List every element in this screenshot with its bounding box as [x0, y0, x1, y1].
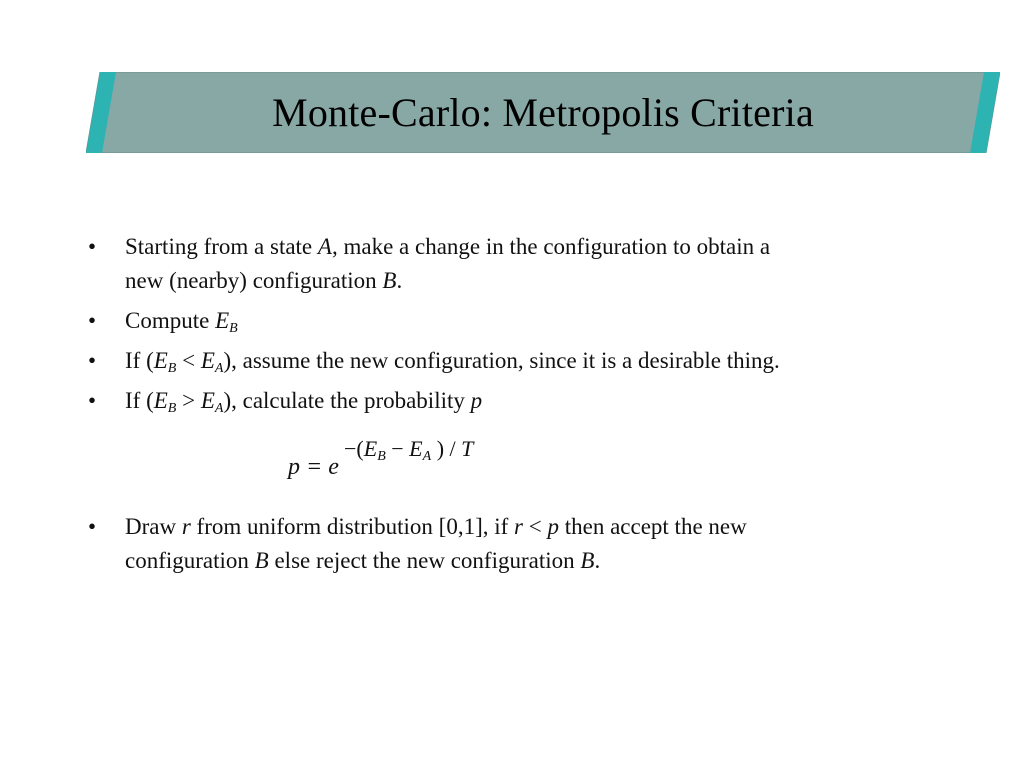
formula-part: ) / — [431, 436, 462, 461]
variable: E — [200, 348, 215, 373]
bullet-mark: • — [88, 388, 97, 413]
bullet-text: Compute — [125, 308, 216, 333]
formula-lhs: p = e — [288, 454, 339, 480]
subscript: A — [214, 361, 224, 376]
subscript: A — [422, 449, 432, 464]
bullet-text: If ( — [125, 348, 154, 373]
operator: < — [176, 348, 201, 373]
bullet-text: ), assume the new configuration, since it is a desirable thing. — [223, 348, 780, 373]
variable: r — [514, 514, 523, 539]
variable: r — [181, 514, 191, 539]
bullet-text: , make a change in the configuration to obtain a — [331, 234, 771, 259]
bullet-mark: • — [88, 308, 97, 333]
bullet-mark: • — [88, 514, 97, 539]
bullet-text: . — [396, 268, 403, 293]
bullet-text: new (nearby) configuration — [125, 268, 383, 293]
variable: E — [215, 308, 230, 333]
variable: B — [580, 548, 595, 573]
variable: E — [363, 436, 378, 461]
bullet-item-1 — [88, 230, 968, 298]
subscript: B — [377, 449, 386, 464]
bullet-text: . — [594, 548, 601, 573]
bullet-item-3 — [88, 344, 968, 378]
bullet-text: Draw — [125, 514, 182, 539]
variable: A — [317, 234, 332, 259]
variable: E — [153, 348, 168, 373]
variable: E — [409, 436, 423, 461]
bullet-text: from uniform distribution [0,1], if — [190, 514, 515, 539]
variable: E — [200, 388, 215, 413]
subscript: B — [229, 321, 238, 336]
variable: p — [470, 388, 483, 413]
bullet-mark: • — [88, 348, 97, 373]
bullet-list — [88, 230, 968, 424]
bullet-text: else reject the new configuration — [268, 548, 581, 573]
variable: B — [382, 268, 397, 293]
bullet-text: ), calculate the probability — [223, 388, 471, 413]
formula-part: −( — [344, 436, 364, 461]
bullet-item-5 — [88, 510, 1005, 578]
operator: > — [176, 388, 201, 413]
bullet-item-2 — [88, 304, 968, 338]
subscript: B — [167, 361, 177, 376]
bullet-text: Starting from a state — [125, 234, 318, 259]
variable: E — [153, 388, 168, 413]
bullet-text: configuration — [125, 548, 255, 573]
operator: < — [523, 514, 548, 539]
bullet-item-4 — [88, 384, 968, 418]
bullet-text: then accept the new — [558, 514, 747, 539]
subscript: A — [214, 401, 224, 416]
variable: B — [254, 548, 269, 573]
variable: p — [547, 514, 559, 539]
operator: − — [385, 436, 410, 461]
title-banner — [86, 72, 1000, 153]
subscript: B — [167, 401, 177, 416]
page-title: Monte-Carlo: Metropolis Criteria — [272, 90, 814, 135]
variable: T — [461, 436, 474, 461]
bullet-mark: • — [88, 234, 97, 259]
formula-exponent — [344, 436, 473, 462]
bullet-text: If ( — [125, 388, 154, 413]
probability-formula — [288, 436, 508, 484]
